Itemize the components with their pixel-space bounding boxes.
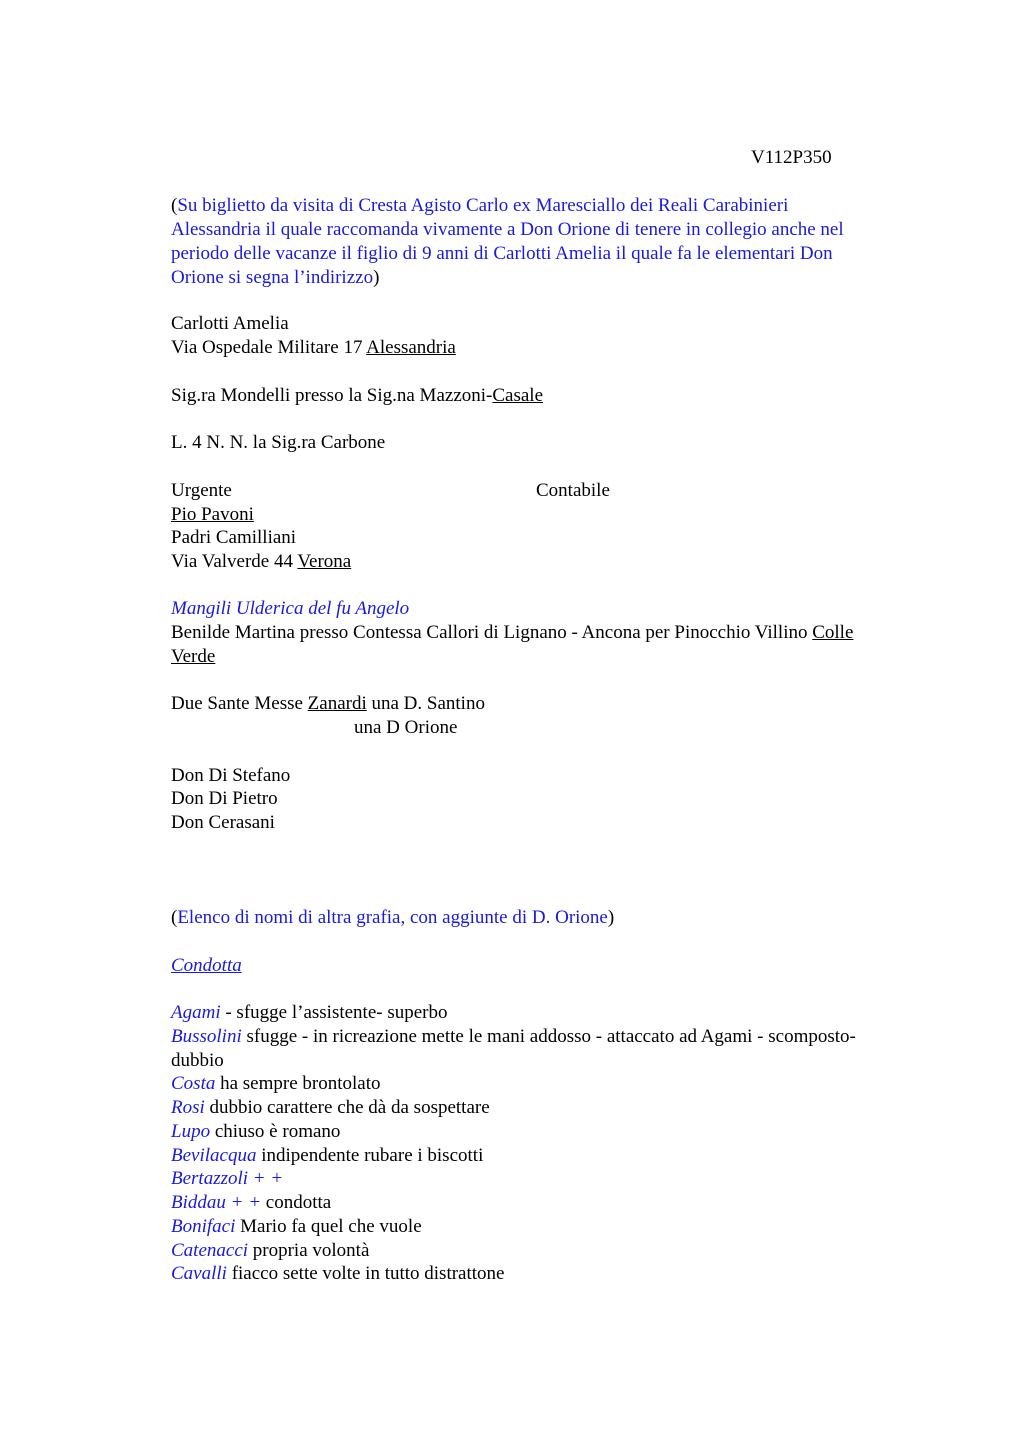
student-row: Bevilacqua indipendente rubare i biscotti bbox=[171, 1145, 484, 1166]
intro-line: Su biglietto da visita di Cresta Agisto Carlo ex Maresciallo dei Reali Carabinieri bbox=[177, 195, 789, 216]
student-name: Bertazzoli + + bbox=[171, 1168, 284, 1189]
messe-line2: una D Orione bbox=[354, 717, 458, 738]
carbone-line: L. 4 N. N. la Sig.ra Carbone bbox=[171, 432, 386, 453]
intro-line: Alessandria il quale raccomanda vivamente a Don Orione di tenere in collegio anche nel bbox=[171, 219, 844, 240]
student-name: Bussolini bbox=[171, 1026, 242, 1047]
student-row: Rosi dubbio carattere che dà da sospettare bbox=[171, 1097, 490, 1118]
student-row: Catenacci propria volontà bbox=[171, 1240, 370, 1261]
student-name: Catenacci bbox=[171, 1240, 249, 1261]
addr1-city: Alessandria bbox=[366, 337, 456, 358]
messe-line: Due Sante Messe Zanardi una D. Santino bbox=[171, 693, 485, 714]
student-name: Costa bbox=[171, 1073, 216, 1094]
document-id: V112P350 bbox=[751, 147, 832, 168]
mangili-line: Benilde Martina presso Contessa Callori di Lignano - Ancona per Pinocchio Villino Colle bbox=[171, 622, 854, 643]
student-name: Agami bbox=[171, 1002, 221, 1023]
urgente-name: Pio Pavoni bbox=[171, 504, 254, 525]
urgente-city: Verona bbox=[297, 551, 352, 572]
student-row bbox=[171, 1167, 283, 1191]
elenco-note: (Elenco di nomi di altra grafia, con aggiunte di D. Orione) bbox=[171, 907, 615, 928]
student-name: Bonifaci bbox=[171, 1216, 236, 1237]
don-name: Don Di Stefano bbox=[171, 765, 291, 786]
don-name: Don Di Pietro bbox=[171, 788, 278, 809]
addr1-name: Carlotti Amelia bbox=[171, 313, 289, 334]
urgente-org: Padri Camilliani bbox=[171, 527, 297, 548]
student-name: Cavalli bbox=[171, 1263, 227, 1284]
student-name: Lupo bbox=[171, 1121, 211, 1142]
student-row: Bussolini sfugge - in ricreazione mette le mani addosso - attaccato ad Agami - scomposto- bbox=[171, 1026, 856, 1047]
student-row-cont: dubbio bbox=[171, 1050, 224, 1071]
don-name: Don Cerasani bbox=[171, 812, 275, 833]
student-row: Lupo chiuso è romano bbox=[171, 1121, 341, 1142]
student-row: Agami - sfugge l’assistente- superbo bbox=[171, 1002, 448, 1023]
student-row: Bonifaci Mario fa quel che vuole bbox=[171, 1216, 422, 1237]
student-row: Costa ha sempre brontolato bbox=[171, 1073, 381, 1094]
student-row: Biddau + + condotta bbox=[171, 1192, 332, 1213]
addr1-street: Via Ospedale Militare 17 Alessandria bbox=[171, 337, 456, 358]
intro-line: Orione si segna l’indirizzo bbox=[171, 267, 374, 288]
mangili-line-cont: Verde bbox=[171, 646, 216, 667]
mondelli-city: Casale bbox=[492, 385, 544, 406]
mondelli-line: Sig.ra Mondelli presso la Sig.na Mazzoni-Casale bbox=[171, 385, 544, 406]
urgente-street: Via Valverde 44 Verona bbox=[171, 551, 352, 572]
messe-name: Zanardi bbox=[307, 693, 367, 714]
urgente-label: Urgente bbox=[171, 480, 232, 501]
student-name: Biddau + + bbox=[171, 1192, 262, 1213]
student-name: Rosi bbox=[171, 1097, 205, 1118]
mangili-name: Mangili Ulderica del fu Angelo bbox=[171, 598, 410, 619]
student-name: Bevilacqua bbox=[171, 1145, 257, 1166]
student-row: Cavalli fiacco sette volte in tutto distrattone bbox=[171, 1263, 505, 1284]
contabile-label: Contabile bbox=[536, 480, 610, 501]
intro-line: periodo delle vacanze il figlio di 9 anni di Carlotti Amelia il quale fa le elementari Don bbox=[171, 243, 833, 264]
condotta-heading: Condotta bbox=[171, 955, 242, 976]
